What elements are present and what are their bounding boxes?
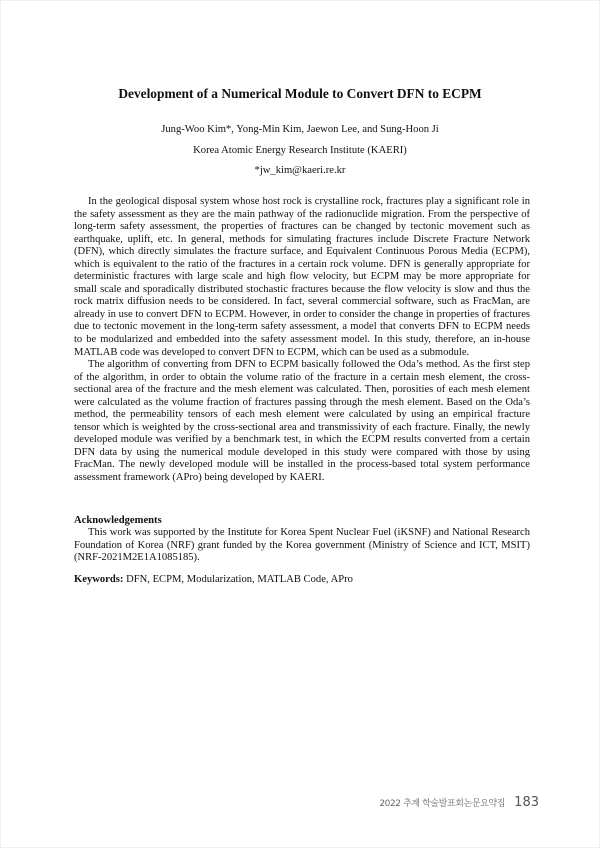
acknowledgements-heading: Acknowledgements [74,515,162,526]
page-footer [379,791,539,810]
paper-title: Development of a Numerical Module to Convert DFN to ECPM [118,86,482,101]
publication-name: 2022 추계 학술발표회논문요약집 [379,799,506,809]
keywords [74,574,353,585]
acknowledgements-body [74,527,530,565]
abstract-body [74,196,530,485]
acknowledgements-text: This work was supported by the Institute for Korea Spent Nuclear Fuel (iKSNF) and National Research Foundation of Korea (NRF) grant funded by the Korea government (Ministry of Science and ICT, MSIT) (NRF-2021M2E1A1085185). [74,527,530,564]
keywords-text: DFN, ECPM, Modularization, MATLAB Code, APro [126,574,353,585]
body-paragraph: The algorithm of converting from DFN to ECPM basically followed the Oda’s method. As the first step of the algorithm, in order to obtain the volume ratio of the fracture in a certain mesh element, the cross-sectional area of the fracture and the mesh element was calculated. Then, porosities of each mesh element were calculated as the volume fraction of fractures passing through the mesh element. Based on the Oda’s method, the permeability tensors of each mesh element were calculated by using an empirical fracture tensor which is weighted by the cross-sectional area and transmissivity of each fracture. Finally, the newly developed module was verified by a benchmark test, in which the ECPM results converted from a certain DFN data by using the numerical module developed in this study were compared with those by using FracMan. The newly developed module will be installed in the process-based total system performance assessment framework (APro) being developed by KAERI. [74,359,530,484]
author-list: Jung-Woo Kim*, Yong-Min Kim, Jaewon Lee, and Sung-Hoon Ji [161,124,439,135]
page-number: 183 [514,795,539,810]
affiliation: Korea Atomic Energy Research Institute (KAERI) [193,145,407,156]
body-paragraph: In the geological disposal system whose host rock is crystalline rock, fractures play a significant role in the safety assessment as they are the main pathway of the radionuclide migration. From the perspective of long-term safety assessment, the properties of fractures can be changed by tectonic movement such as earthquake, uplift, etc. In general, methods for simulating fractures include Discrete Fracture Network (DFN), which directly simulates the fracture surface, and Equivalent Continuous Porous Media (ECPM), which is equivalent to the ratio of the fractures in a certain rock volume. DFN is generally appropriate for deterministic fractures with large scale and high flow velocity, but ECPM may be more appropriate for small scale and sporadically distributed stochastic fractures because the flow velocity is slow and thus the rock matrix diffusion needs to be considered. In fact, several commercial software, such as FracMan, are already in use to convert DFN to ECPM. However, in order to consider the change in properties of fractures due to tectonic movement in the long-term safety assessment, a model that converts DFN to ECPM needs to be modularized and embedded into the safety assessment model. In this study, therefore, an in-house MATLAB code was developed to convert DFN to ECPM, which can be used as a submodule. [74,196,530,358]
keywords-label: Keywords: [74,574,124,585]
corresponding-email: *jw_kim@kaeri.re.kr [254,165,346,176]
